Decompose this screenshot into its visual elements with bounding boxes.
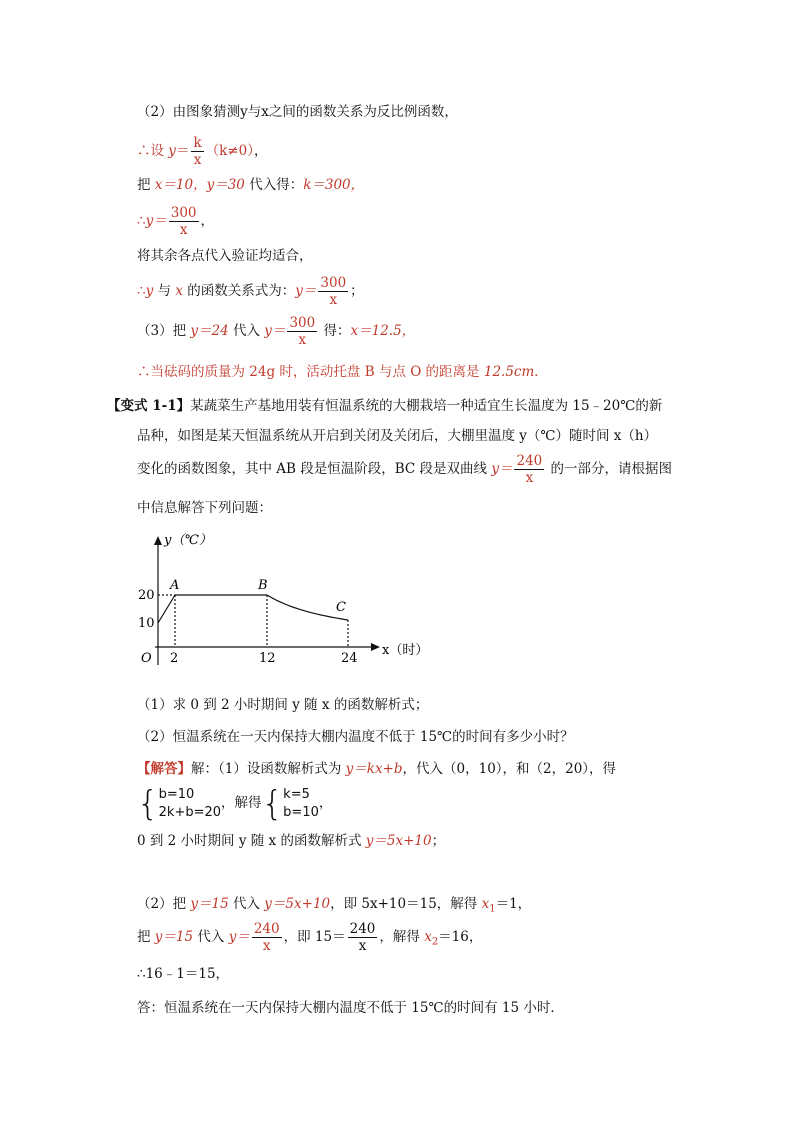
- part3-line: [137, 312, 415, 350]
- text: （2）把: [137, 896, 191, 912]
- x-tick-2: 2: [170, 651, 179, 666]
- variant-line1: [107, 396, 662, 416]
- text: ，解得: [379, 929, 425, 945]
- text: 代入得：: [244, 177, 304, 193]
- text: ＝16，: [438, 929, 483, 945]
- y-tick-10: 10: [138, 616, 155, 631]
- punct: ，: [253, 143, 268, 159]
- text: 代入: [193, 929, 229, 945]
- final-answer: 答：恒温系统在一天内保持大棚内温度不低于 15℃的时间有 15 小时．: [137, 1000, 564, 1016]
- text: 的一部分，请根据图: [546, 461, 673, 477]
- math-expr: x＝10，y＝30: [154, 177, 245, 193]
- part2-line4: [137, 202, 214, 240]
- punct: ，: [318, 795, 333, 811]
- left-brace: {: [261, 783, 284, 824]
- denominator: x: [179, 222, 188, 238]
- conclusion-line: [137, 362, 548, 382]
- answer-part2-line1: [137, 894, 531, 920]
- subscript: 1: [489, 903, 496, 915]
- numerator: 240: [349, 921, 376, 937]
- math-expr: x＝12.5，: [350, 323, 416, 339]
- part2-line2: [137, 132, 267, 170]
- part2-line6: [137, 272, 364, 310]
- text: ∴当砝码的质量为 24g 时，活动托盘 B 与点 O 的距离是: [137, 364, 484, 380]
- math-expr: y＝: [145, 213, 167, 229]
- system-row: b=10: [158, 786, 195, 802]
- text: 得：: [319, 323, 351, 339]
- left-brace: {: [137, 783, 159, 824]
- denominator: x: [298, 332, 307, 348]
- y-axis-arrow: [154, 536, 162, 545]
- math-expr: y＝5x+10: [365, 833, 432, 849]
- text: ，即 15＝: [283, 929, 346, 945]
- text: ，代入（0，10），和（2，20），得: [402, 761, 617, 777]
- variant-line4: 中信息解答下列问题：: [137, 500, 272, 516]
- text: 把: [137, 177, 155, 193]
- temperature-graph: [130, 530, 430, 670]
- math-expr: y＝: [264, 323, 286, 339]
- part2-line5: 将其余各点代入验证均适合，: [137, 248, 313, 264]
- origin-label: O: [141, 651, 152, 666]
- variant-tag: 【变式 1-1】: [107, 398, 191, 414]
- answer-line3: [137, 831, 445, 851]
- text: 的函数关系式为：: [182, 283, 296, 299]
- condition: （k≠0）: [205, 143, 254, 159]
- math-expr: y＝: [295, 283, 317, 299]
- text: 代入: [228, 323, 265, 339]
- fraction: [287, 315, 317, 348]
- math-expr: y＝kx+b: [345, 761, 403, 777]
- punct: ．: [534, 364, 548, 380]
- answer-tag: 【解答】: [137, 761, 191, 777]
- math-var: x: [424, 929, 432, 945]
- part2-line3: [137, 175, 364, 195]
- x-axis-label: x（时）: [382, 643, 429, 658]
- fraction: [169, 205, 199, 238]
- punct: ，: [200, 213, 215, 229]
- question-2: （2）恒温系统在一天内保持大棚内温度不低于 15℃的时间有多少小时？: [137, 729, 574, 745]
- math-expr: y＝24: [190, 323, 229, 339]
- x-tick-24: 24: [341, 651, 358, 666]
- numerator: 300: [289, 315, 316, 331]
- fraction: [318, 275, 348, 308]
- equation-system-1: [159, 786, 221, 822]
- math-var: y: [168, 143, 176, 159]
- numerator: 300: [320, 275, 347, 291]
- point-a-label: A: [170, 578, 180, 593]
- answer-systems: [137, 783, 332, 823]
- equation-system-2: [283, 786, 319, 822]
- point-c-label: C: [336, 600, 346, 615]
- denominator: x: [525, 470, 534, 486]
- text: （3）把: [137, 323, 191, 339]
- system-row: b=10: [283, 804, 319, 820]
- text: 代入: [228, 896, 265, 912]
- text: 解：（1）设函数解析式为: [191, 761, 346, 777]
- x-axis-arrow: [371, 643, 380, 651]
- y-axis-label: y（℃）: [164, 533, 212, 548]
- text: ＝1，: [495, 896, 532, 912]
- math-expr: k＝300，: [303, 177, 365, 193]
- denominator: x: [262, 938, 271, 954]
- math-expr: y＝: [491, 461, 513, 477]
- x-tick-12: 12: [259, 651, 276, 666]
- math-eq: ＝: [175, 143, 190, 159]
- numerator: k: [193, 135, 202, 151]
- denominator: x: [193, 152, 202, 168]
- text: ，解得: [221, 795, 262, 811]
- question-1: （1）求 0 到 2 小时期间 y 随 x 的函数解析式；: [137, 697, 429, 713]
- variant-line3: [137, 450, 672, 488]
- math-expr: 12.5cm: [483, 364, 535, 380]
- punct: ；: [350, 283, 364, 299]
- denominator: x: [329, 292, 338, 308]
- part2-line1: （2）由图象猜测y与x之间的函数关系为反比例函数，: [137, 104, 458, 120]
- math-expr: y＝5x+10: [264, 896, 331, 912]
- therefore: ∴: [137, 283, 146, 299]
- subscript: 2: [431, 936, 439, 948]
- fraction: [514, 453, 544, 486]
- numerator: 300: [170, 205, 197, 221]
- system-row: 2k+b=20: [158, 804, 222, 820]
- math-var: y: [145, 283, 154, 299]
- text: 把: [137, 929, 155, 945]
- y-tick-20: 20: [138, 588, 155, 603]
- fraction: [191, 135, 203, 168]
- text: 与: [153, 283, 176, 299]
- denominator: x: [358, 938, 367, 954]
- text: ，即 5x+10＝15，解得: [330, 896, 482, 912]
- point-b-label: B: [258, 578, 268, 593]
- text: 0 到 2 小时期间 y 随 x 的函数解析式: [137, 833, 366, 849]
- math-expr: y＝: [228, 929, 250, 945]
- answer-line1: [137, 759, 616, 779]
- punct: ；: [431, 833, 446, 849]
- variant-line2: 品种，如图是某天恒温系统从开启到关闭及关闭后，大棚里温度 y（℃）随时间 x（h）: [137, 428, 658, 444]
- system-row: k=5: [283, 786, 310, 802]
- answer-part2-line2: [137, 918, 482, 962]
- text: 某蔬菜生产基地用装有恒温系统的大棚栽培一种适宜生长温度为 15﹣20℃的新: [190, 398, 663, 414]
- math-var: x: [175, 283, 183, 299]
- fraction: [348, 921, 378, 954]
- math-expr: y＝15: [154, 929, 194, 945]
- text: 变化的函数图象，其中 AB 段是恒温阶段，BC 段是双曲线: [137, 461, 492, 477]
- numerator: 240: [253, 921, 280, 937]
- text: ∴设: [137, 143, 169, 159]
- numerator: 240: [516, 453, 543, 469]
- math-expr: y＝15: [190, 896, 229, 912]
- therefore: ∴: [137, 213, 146, 229]
- answer-part2-line3: ∴16﹣1＝15，: [137, 966, 230, 982]
- rising-segment: [158, 595, 175, 623]
- math-var: x: [481, 896, 490, 912]
- fraction: [252, 921, 282, 954]
